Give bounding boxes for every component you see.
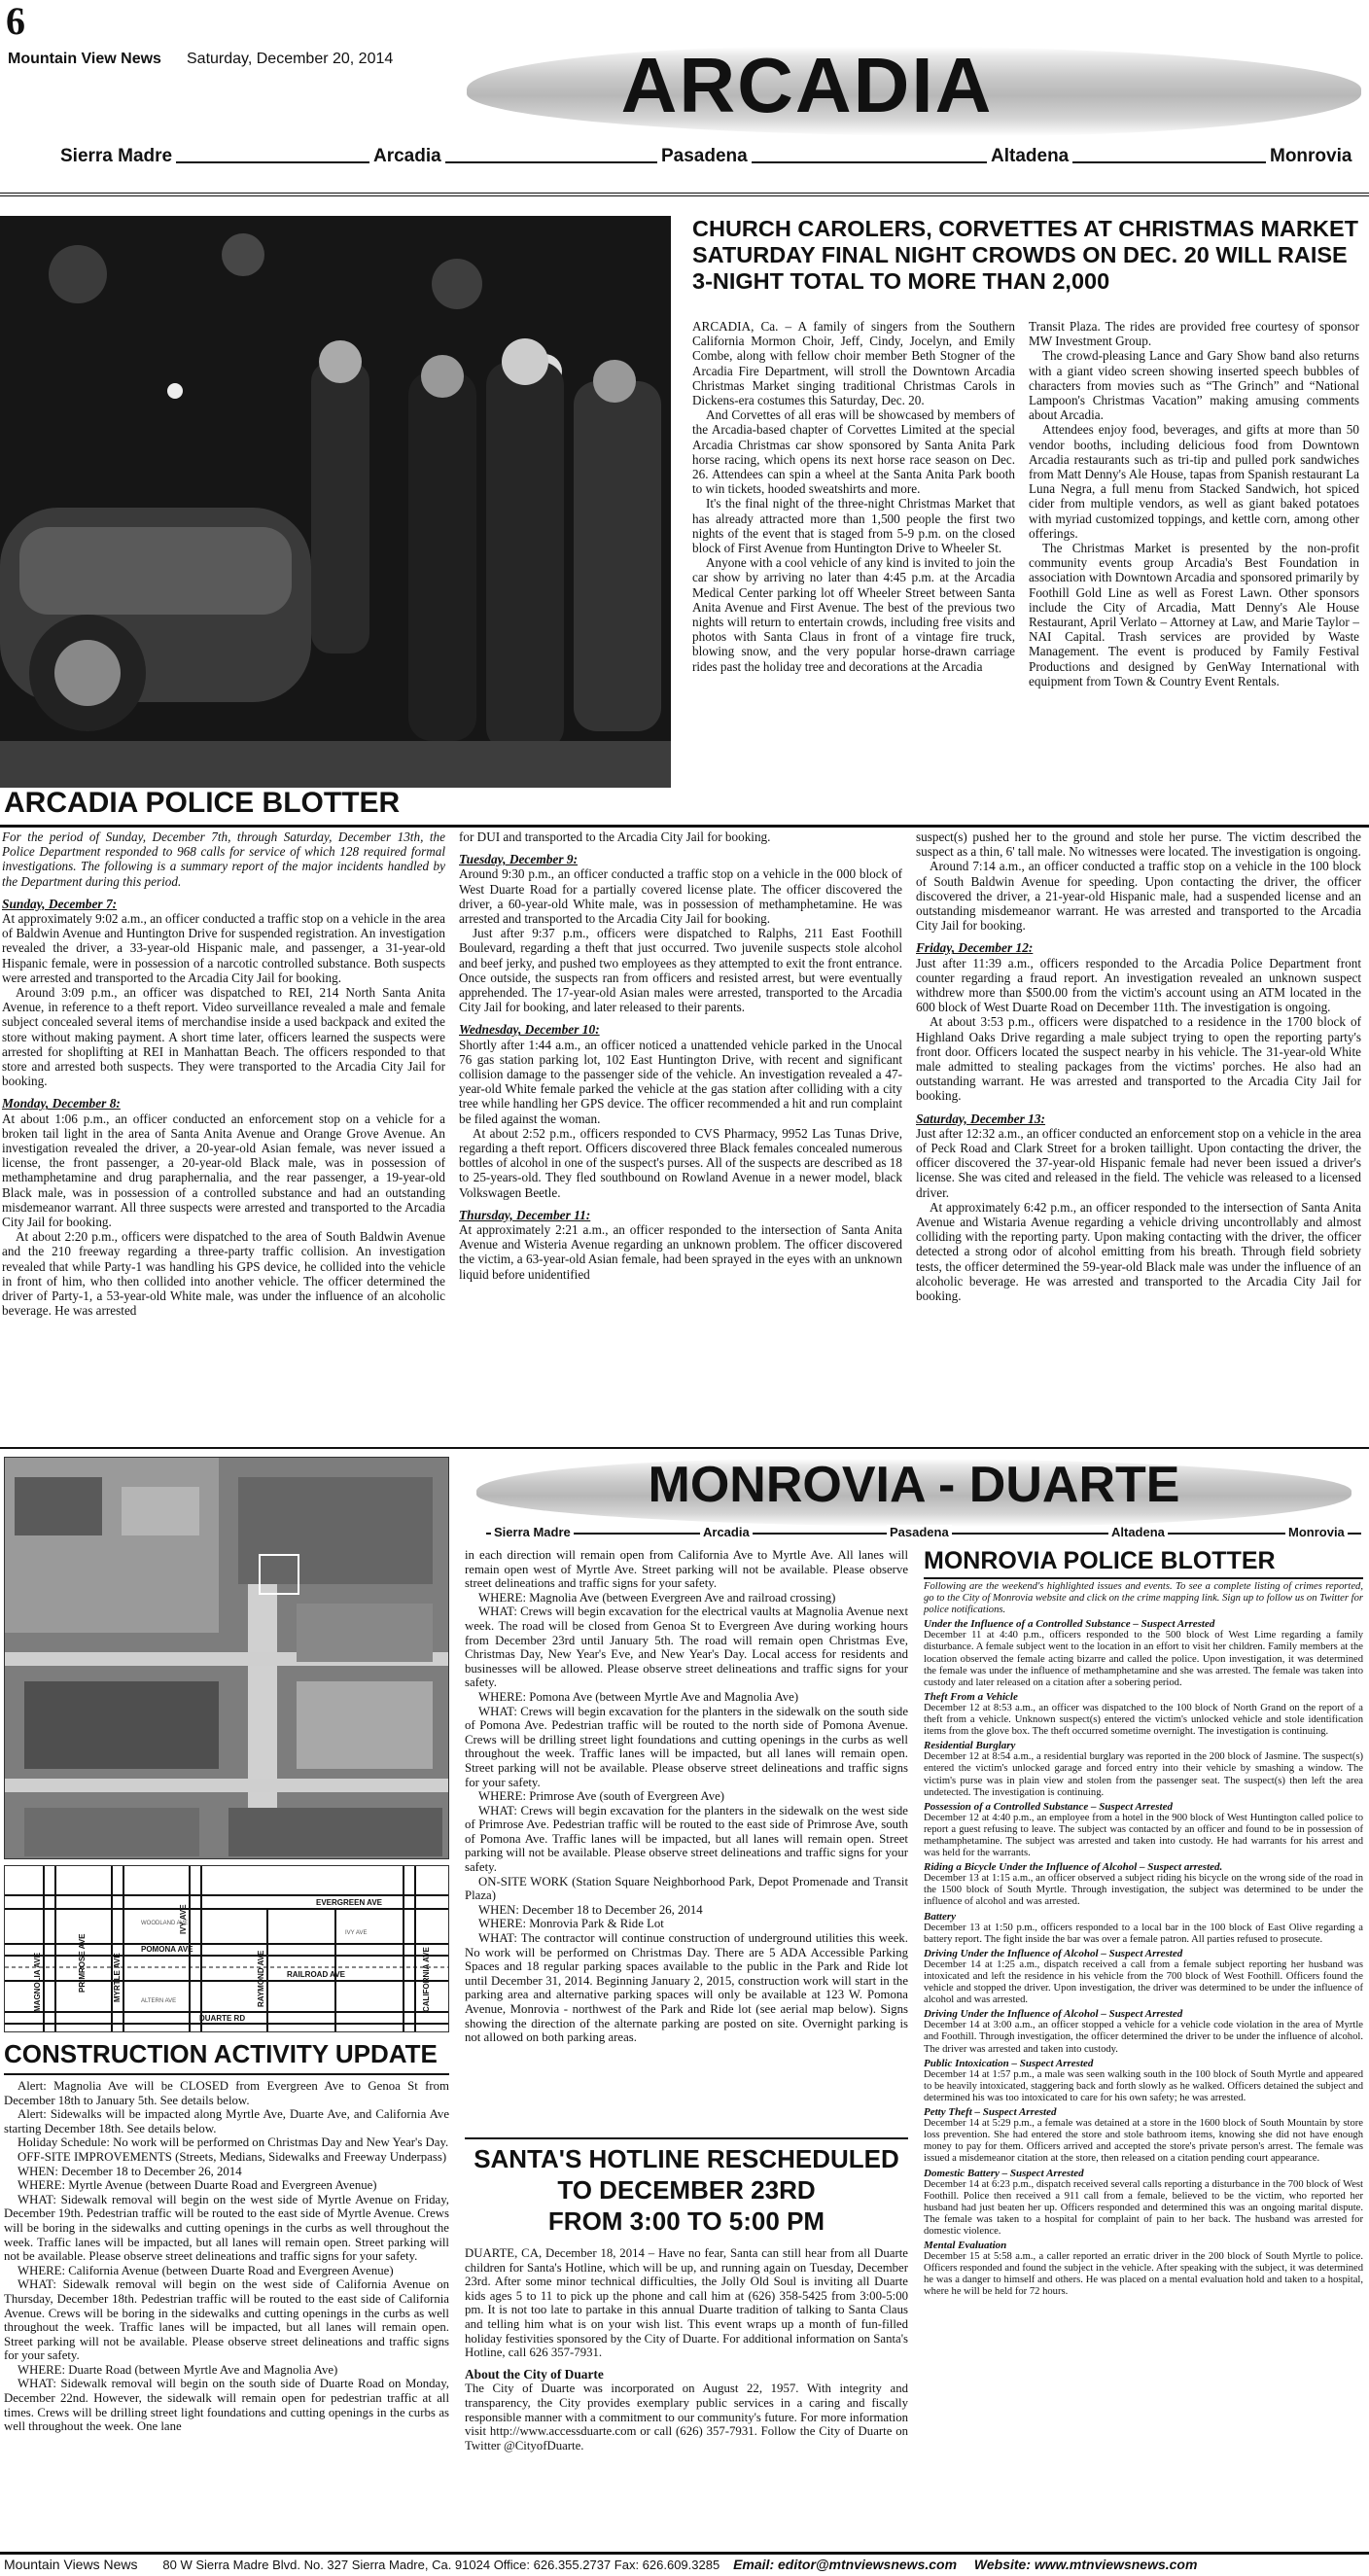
police-sunday-heading: Sunday, December 7: [2,896,118,911]
santa-text: DUARTE, CA, December 18, 2014 – Have no fear, Santa can still hear from all Duarte children for Santa's Hotline, which will be up, and running again on Tuesday, December 23rd. After some minor technical difficulties, the Jolly Old Soul is inviting all Duarte kids ages 5 to 11 to pick up the phone and call him at (626) 358-5425 from 3:00-5:00 pm. It is not too late to partake in this annual Duarte tradition of talking to Santa Claus and telling him what is on your wish list. This event wraps up a month of fun-filled holiday festivities sponsored by the City of Duarte. For additional information on Santa's Hotline, call 626 357-7931. [465,2246,908,2360]
police-c3-2: Around 7:14 a.m., an officer conducted a traffic stop on a vehicle in the 100 block of South Baldwin Avenue for speeding. Upon contacting the driver, the officer discovered the driver, a 21-year-old Hispanic male, had a suspended license and an outstanding misdemeanor warrant. He was arrested and transported to the Arcadia City Jail for booking. [916,859,1361,934]
mpd-item-6-text: December 13 at 1:50 p.m., officers responded to a local bar in the 100 block of East Olive regarding a battery report. The fight inside the bar was over a female patron. All parties refused to prosecute. [924,1922,1363,1945]
monrovia-title: MONROVIA - DUARTE [648,1457,1180,1513]
street-map-lines [5,1866,448,2031]
paper-name: Mountain View News [8,51,161,67]
footer-website[interactable]: Website: www.mtnviewsnews.com [973,2557,1198,2572]
mpd-item-6-heading: Battery [924,1910,956,1923]
mpd-rule [924,1577,1363,1579]
police-tuesday-heading: Tuesday, December 9: [459,852,579,867]
construction-c2-p3: WHAT: Crews will begin excavation for the electrical vaults at Magnolia Avenue next week. The road will be closed from Genoa St to Evergreen Ave during working hours from December 23rd until January 5th. The road will remain open Christmas Eve, Christmas Day, New Year's Eve, and New Year's Day. Local access for residents and businesses will be allowed. Please observe street delineations and traffic signs for your safety. [465,1605,908,1690]
section-title: ARCADIA [620,42,994,128]
mpd-item-11-text: December 14 at 6:23 p.m., dispatch received several calls reporting a disturbance in the 700 block of West Foothill. Police then received a 911 call from a female, believed to be the victim, who reported her husband had just beaten her up. Officers responded and determined this was an ongoing marital dispute. The female was taken to a hospital for complaint of pain to her back. The husband was arrested for domestic violence. [924,2178,1363,2237]
map-label-railroad: RAILROAD AVE [287,1970,345,1979]
carolers-p8: The Christmas Market is presented by the non-profit community events group Arcadia's Best Foundation in association with Downtown Arcadia and sponsored primarily by Foothill Gold Line as well as Forest Lawn. Other sponsors include the City of Arcadia, Matt Denny's Ale House Restaurant, April Verlato – Attorney at Law, and Marie Taylor – NAI Capital. Trash services are provided by Waste Management. The event is produced by Family Festival Productions and designed by GenWay International with equipment from Town & Country Event Rentals. [1029,541,1359,688]
construction-p6: WHERE: Myrtle Avenue (between Duarte Road and Evergreen Avenue) [18,2178,377,2193]
mpd-item-8-heading: Driving Under the Influence of Alcohol – Suspect Arrested [924,2008,1183,2021]
mpd-item-9-heading: Public Intoxication – Suspect Arrested [924,2057,1094,2069]
issue-date: Saturday, December 20, 2014 [187,51,394,67]
police-mon-1: At about 1:06 p.m., an officer conducted an enforcement stop on a vehicle for a broken tail light in the area of Santa Anita Avenue and Orange Grove Avenue. An investigation revealed the driver, a 20-year-old Asian female, was never issued a license, the front passenger, a 20-year-old Black male, was in possession of methamphetamine and drug paraphernalia, and the rear passenger, a 19-year-old Black male, was in possession of a controlled substance and had an outstanding misdemeanor warrant. All three suspects were arrested and transported to the Arcadia City Jail for booking. [2,1111,445,1230]
city-altadena: Altadena [987,146,1072,167]
map-label-ivy-2: IVY AVE [345,1930,368,1936]
police-fri-2: At about 3:53 p.m., officers were dispatched to a residence in the 1700 block of Highland Oaks Drive regarding a male subject trying to open the reporting party's front door. Officers located the suspect nearby in his vehicle. The 31-year-old White male admitted to stealing packages from the victims' porches. He also had an outstanding warrant. He was arrested and transported to the Arcadia City Jail for booking. [916,1014,1361,1104]
construction-col-2 [465,1548,908,2045]
construction-c2-p7: WHAT: Crews will begin excavation for the planters in the sidewalk on the west side of Primrose Ave. Pedestrian traffic will be routed to the east side of Primrose Ave, south of Pomona Ave. Traffic lanes will be impacted, but all lanes will remain open. Street parking will not be available. Please observe street delineations and traffic signs for your safety. [465,1803,908,1875]
mpd-item-5-heading: Riding a Bicycle Under the Influence of Alcohol – Suspect arrested. [924,1861,1223,1874]
mpd-item-1-text: December 11 at 4:40 p.m., officers responded to the 500 block of West Lime regarding a family disturbance. A female subject went to the location in an effort to visit her children. Family members at the location observed the female acting bizarre and called the police. Upon investigation, it was determined the female was under the influence of methamphetamine and she was arrested. The female was taken into custody and later released on a citation after a sobering period. [924,1630,1363,1688]
construction-p2: Alert: Sidewalks will be impacted along Myrtle Ave, Duarte Ave, and California Ave starting December 18th. See details below. [4,2107,449,2135]
construction-p7: WHAT: Sidewalk removal will begin on the west side of Myrtle Avenue on Friday, December 19th. Pedestrian traffic will be routed to the east side of Myrtle Avenue. Crews will be boring in the sidewalks and cutting openings in the curbs as well throughout the week. Traffic lanes will be impacted, but all lanes will remain open. Street parking will not be available. Please observe street delineations and traffic signs for your safety. [4,2192,449,2264]
police-rule [0,825,1369,828]
police-sun-1: At approximately 9:02 a.m., an officer conducted a traffic stop on a vehicle in the area of Baldwin Avenue and Huntington Drive for suspended registration. An investigation revealed the driver, a 33-year-old Hispanic male, and passenger, a 31-year-old Hispanic female, were in possession of a narcotic controlled substance. Both suspects were arrested and transported to the Arcadia City Jail for booking. [2,911,445,985]
construction-c2-p1: in each direction will remain open from California Ave to Myrtle Ave. All lanes will remain open west of Myrtle Ave. Street parking will not be available. Please observe street delineations and traffic signs for your safety. [465,1548,908,1591]
city-sierra-madre: Sierra Madre [56,146,176,167]
construction-c2-p2: WHERE: Magnolia Ave (between Evergreen Ave and railroad crossing) [478,1590,836,1605]
carolers-p4: Anyone with a cool vehicle of any kind is invited to join the car show by arriving no later than 4:45 p.m. at the Arcadia Medical Center parking lot off Wheeler Street between Santa Anita Avenue and First Avenue. The best of the previous two nights will return to entertain crowds, including free visits and photos with Santa Claus in front of a vintage fire truck, blowing snow, and the very popular horse-drawn carriage rides past the holiday tree and decorations at the Arcadia [692,555,1015,674]
footer-paper: Mountain Views News [4,2557,138,2572]
mpd-item-4-text: December 12 at 4:40 p.m., an employee from a hotel in the 900 block of West Huntington called police to report a guest refusing to leave. The subject was contacted by an officer and found to be in possession of methamphetamine. The subject was arrested and taken into custody. He had warrants for his arrest and was held for the warrants. [924,1812,1363,1859]
construction-p5: WHEN: December 18 to December 26, 2014 [18,2164,242,2178]
monrovia-city-altadena: Altadena [1108,1525,1168,1539]
construction-p8: WHERE: California Avenue (between Duarte Road and Evergreen Avenue) [18,2263,394,2277]
map-label-duarte: DUARTE RD [199,2014,246,2023]
santa-headline-3: FROM 3:00 TO 5:00 PM [547,2206,825,2236]
map-label-magnolia: MAGNOLIA AVE [33,1952,42,2012]
police-col-1 [2,829,445,1319]
construction-c2-p11: WHAT: The contractor will continue construction of underground utilities this week. No work will be performed on Christmas Day. There are 5 ADA Accessible Parking Spaces and 18 regular parking spaces available to the public in the Park and Ride lot until December 31, 2014. Beginning January 2, 2015, construction work will start in the parking area and alternative parking spaces will only be available at 123 W. Pomona Avenue, Monrovia - northwest of the Park and Ride lot (see aerial map below). Signs showing the direction of the alternate parking are posted on site. Overnight parking is not allowed on both parking areas. [465,1931,908,2045]
police-fri-1: Just after 11:39 a.m., officers responded to the Arcadia Police Department front counter regarding a fraud report. An investigation revealed an unknown suspect withdrew more than $500.00 from the victim's account using an ATM located in the 600 block of West Duarte Road on December 11th. The investigation is ongoing. [916,955,1361,1015]
construction-c2-p10: WHERE: Monrovia Park & Ride Lot [478,1917,664,1931]
santa-headline-2: TO DECEMBER 23RD [557,2175,816,2205]
footer [4,2557,1365,2574]
carolers-p2: And Corvettes of all eras will be showcased by members of the Arcadia-based chapter of Corvettes Limited at the special Arcadia Christmas car show sponsored by Santa Anita Park horse racing, which opens its next horse race season on Dec. 26. Attendees can spin a wheel at the Santa Anita Park booth to win tickets, hooded sweatshirts and more. [692,407,1015,497]
carolers-col-1 [692,319,1015,674]
police-headline: ARCADIA POLICE BLOTTER [4,787,401,819]
police-tue-2: Just after 9:37 p.m., officers were dispatched to Ralphs, 211 East Foothill Boulevard, regarding a theft that just occurred. Two juvenile suspects stole alcohol and beef jerky, and pushed two employees as they attempted to exit the front entrance. Once outside, the suspects ran from officers and resisted arrest, but were eventually apprehended. The 17-year-old Asian males were arrested, transported to the Arcadia City Jail for booking, and later released to their parents. [459,926,902,1015]
police-wednesday-heading: Wednesday, December 10: [459,1022,600,1038]
police-tue-1: Around 9:30 p.m., an officer conducted a traffic stop on a vehicle in the 000 block of West Duarte Road for a partially covered license plate. The officer discovered the driver, a 60-year-old White male, was in possession of methamphetamine. He was arrested and transported to the Arcadia City Jail for booking. [459,866,902,927]
mpd-intro: Following are the weekend's highlighted issues and events. To see a complete listing of crimes reported, go to the City of Monrovia website and click on the crime mapping link. Sign up to follow us on Twitter for police notifications. [924,1581,1363,1616]
monrovia-cities [0,1525,1369,1542]
police-saturday-heading: Saturday, December 13: [916,1111,1046,1126]
photo-scene [0,216,671,788]
construction-c2-p9: WHEN: December 18 to December 26, 2014 [478,1902,703,1917]
mpd-headline: MONROVIA POLICE BLOTTER [924,1547,1276,1574]
map-label-raymond: RAYMOND AVE [257,1950,265,2007]
police-wed-1: Shortly after 1:44 a.m., an officer noticed a unattended vehicle parked in the Unocal 76 gas station parking lot, 102 East Huntington Drive, with recent and significant collision damage to the passenger side of the vehicle. An investigation revealed a 47-year-old White female parked the vehicle at the gas station after colliding with a city tree while handling her GPS device. The officer recommended a hit and run complaint be filed against the woman. [459,1037,902,1126]
police-intro: For the period of Sunday, December 7th, through Saturday, December 13th, the Police Department responded to 968 calls for service of which 128 required formal investigations. The following is a summary report of the major incidents handled by the Department during this period. [2,829,445,889]
santa-about-heading: About the City of Duarte [465,2366,604,2382]
santa-headline-1: SANTA'S HOTLINE RESCHEDULED [474,2144,899,2173]
map-label-woodland: WOODLAND AVE [141,1921,189,1926]
carolers-p6: The crowd-pleasing Lance and Gary Show band also returns with a giant video screen showing inserted speech bubbles of characters from movies such as “The Grinch” and “National Lampoon's Christmas Vacation” making amusing comments about Arcadia. [1029,348,1359,423]
footer-rule [0,2552,1369,2555]
mpd-item-12-heading: Mental Evaluation [924,2240,1007,2252]
santa-about-text: The City of Duarte was incorporated on August 22, 1957. With integrity and transparency, the City provides exemplary public services in a caring and fiscally responsible manner with a commitment to our community's future. For more information visit http://www.accessduarte.com or call (626) 357-7931. Follow the City of Duarte on Twitter @CityofDuarte. [465,2382,908,2452]
masthead-cities [0,146,1369,171]
map-label-primrose: PRIMROSE AVE [78,1933,87,1993]
santa-body [465,2246,908,2452]
mpd-item-7-heading: Driving Under the Influence of Alcohol – Suspect Arrested [924,1947,1183,1959]
santa-top-rule [465,2137,908,2139]
map-label-ivy: IVY AVE [179,1904,188,1934]
police-thu-1: At approximately 2:21 a.m., an officer responded to the intersection of Santa Anita Avenue and Wisteria Avenue regarding an unknown problem. The officer discovered the victim, a 63-year-old Asian female, had been sprayed in the eyes with an unknown liquid before unidentified [459,1222,902,1282]
police-sat-1: Just after 12:32 a.m., an officer conducted an enforcement stop on a vehicle in the area of Peck Road and Clark Street for a broken taillight. Upon contacting the driver, the officer discovered the 37-year-old Hispanic female had never been issued a driver's license. She was cited and released in the field. The vehicle was released to a licensed driver. [916,1125,1361,1200]
monrovia-city-monrovia: Monrovia [1285,1525,1348,1539]
santa-headline [465,2143,908,2237]
carolers-p1: ARCADIA, Ca. – A family of singers from the Southern California Mormon Choir, Jeff, Cindy, Jocelyn, and Emily Combe, along with fellow choir member Beth Stogner of the Arcadia Fire Department, will stroll the Downtown Arcadia Christmas Market singing traditional Christmas Carols in Dickens-era costumes this Saturday, Dec. 20. [692,319,1015,408]
map-label-evergreen: EVERGREEN AVE [316,1898,383,1907]
mpd-item-8-text: December 14 at 3:00 a.m., an officer stopped a vehicle for a vehicle code violation in the area of Myrtle and Foothill. Through investigation, the officer determined the driver to be under the influence of alcohol. The driver was arrested and taken into custody. [924,2020,1363,2055]
monrovia-city-pasadena: Pasadena [887,1525,952,1539]
aerial-scene [5,1458,448,1858]
construction-c2-p5: WHAT: Crews will begin excavation for the planters in the sidewalk on the south side of Pomona Ave. Pedestrian traffic will be routed to the north side of Pomona Avenue. Crews will be drilling street light foundations and cutting openings in the curbs as well throughout the week. Traffic lanes will be impacted, but all lanes will remain open. Street parking will not be available. Please observe street delineations and traffic signs for your safety. [465,1704,908,1789]
mpd-item-10-heading: Petty Theft – Suspect Arrested [924,2106,1057,2119]
mpd-item-10-text: December 14 at 5:29 p.m., a female was detained at a store in the 1600 block of South Mountain by store loss prevention. She had entered the store and stole bathroom items, knowing she did not have enough money to pay for them. Officers arrived and accepted the store's private person's arrest. The female was issued a misdemeanor citation at the store, then released on a citation pending court appearance. [924,2118,1363,2165]
carolers-col-2 [1029,319,1359,688]
police-c3-top: suspect(s) pushed her to the ground and stole her purse. The victim described the suspect as a thin, 6' tall male. No witnesses were located. The investigation is ongoing. [916,829,1361,860]
street-map [4,1865,449,2032]
footer-email[interactable]: Email: editor@mtnviewsnews.com [733,2557,958,2572]
footer-address: 80 W Sierra Madre Blvd. No. 327 Sierra Madre, Ca. 91024 Office: 626.355.2737 Fax: 626.609.3285 [162,2558,720,2572]
mpd-item-11-heading: Domestic Battery – Suspect Arrested [924,2167,1084,2179]
construction-p10: WHERE: Duarte Road (between Myrtle Ave and Magnolia Ave) [18,2362,338,2377]
carolers-p3: It's the final night of the three-night Christmas Market that has already attracted more than 1,500 people the first two nights of the event that is staged from 5-9 p.m. on the closed block of First Avenue from Huntington Drive to Wheeler St. [692,496,1015,556]
construction-p1: Alert: Magnolia Ave will be CLOSED from Evergreen Ave to Genoa St from December 18th to January 5th. See details below. [4,2079,449,2107]
carolers-p5: Transit Plaza. The rides are provided free courtesy of sponsor MW Investment Group. [1029,319,1359,349]
construction-p4: OFF-SITE IMPROVEMENTS (Streets, Medians, Sidewalks and Freeway Underpass) [18,2149,447,2164]
police-c2-top: for DUI and transported to the Arcadia City Jail for booking. [459,829,771,844]
map-label-altern: ALTERN AVE [141,1998,177,2004]
mpd-item-2-heading: Theft From a Vehicle [924,1690,1018,1703]
police-friday-heading: Friday, December 12: [916,940,1034,956]
mpd-item-1-heading: Under the Influence of a Controlled Substance – Suspect Arrested [924,1618,1215,1631]
construction-p11: WHAT: Sidewalk removal will begin on the south side of Duarte Road on Monday, December 22nd. However, the sidewalk will remain open for pedestrian traffic at all times. Crews will be drilling street light foundations and cutting openings in the curbs as well throughout the week. One lane [4,2377,449,2434]
city-arcadia: Arcadia [369,146,445,167]
construction-headline: CONSTRUCTION ACTIVITY UPDATE [4,2039,438,2068]
city-pasadena: Pasadena [657,146,752,167]
mpd-item-9-text: December 14 at 1:57 p.m., a male was seen walking south in the 100 block of South Myrtle and appeared to be heavily intoxicated, staggering back and forth slowly as he walked. Officers detained the subject and determined his was too intoxicated to care for his own safety; he was arrested. [924,2068,1363,2103]
police-sat-2: At approximately 6:42 p.m., an officer responded to the intersection of Santa Anita Avenue and Wistaria Avenue regarding a vehicle driving uncontrollably and almost colliding with the reporting party. Upon making contacting with the driver, the officer detected a strong odor of alcohol emitting from his breath. Through field sobriety tests, the officer determined the 59-year-old Black male was under the influence of an alcoholic beverage. He was arrested and transported to the Arcadia City Jail for booking. [916,1199,1361,1304]
police-mon-2: At about 2:20 p.m., officers were dispatched to the area of South Baldwin Avenue and the 210 freeway regarding a three-party traffic collision. An investigation revealed that while Party-1 was handling his GPS device, he collided into the vehicle in front of him, who then collided into another vehicle. The officer determined the driver of Party-1, a 53-year-old White male, was under the influence of an alcoholic beverage. He was arrested [2,1229,445,1319]
mpd-item-12-text: December 15 at 5:58 a.m., a caller reported an erratic driver in the 200 block of South Myrtle to police. Officers responded and found the subject in the vehicle. After speaking with the subject, it was determined he was a danger to himself and others. He was placed on a mental evaluation hold and taken to a hospital, where he will be held for 72 hours. [924,2251,1363,2298]
police-thursday-heading: Thursday, December 11: [459,1207,591,1222]
police-col-3 [916,829,1361,1303]
map-label-california: CALIFORNIA AVE [422,1947,431,2012]
map-label-pomona: POMONA AVE [141,1945,193,1954]
page-number: 6 [6,0,25,43]
aerial-photo [4,1457,449,1859]
construction-p3: Holiday Schedule: No work will be performed on Christmas Day and New Year's Day. [18,2135,449,2150]
police-wed-2: At about 2:52 p.m., officers responded to CVS Pharmacy, 9952 Las Tunas Drive, regarding a theft report. Officers discovered three Black females concealed numerous bottles of alcohol in one of the suspect's purses. All of the suspects are described as 18 to 25-years-old. They fled southbound on Rowland Avenue in a newer model, black Volkswagen Beetle. [459,1125,902,1200]
police-col-2 [459,829,902,1282]
masthead-rule [0,193,1369,196]
carolers-p7: Attendees enjoy food, beverages, and gifts at more than 50 vendor booths, including delicious food from Downtown Arcadia restaurants such as tri-tip and pulled pork sandwiches from Matt Denny's Ale House, tapas from Spanish restaurant La Luna Negra, a full menu from Stacked Sandwich, hot spiced cider from multiple vendors, as well as giant baked potatoes with myriad customized toppings, and kettle corn, among other offerings. [1029,422,1359,541]
police-bottom-rule [0,1447,1369,1449]
mpd-item-3-text: December 12 at 8:54 a.m., a residential burglary was reported in the 200 block of Jasmine. The suspect(s) entered the victim's unlocked garage and forced entry into their vehicle by smashing a window. The victim's purse was in plain view and stolen from the passenger seat. The suspect(s) then left the area undetected. The investigation is continuing. [924,1751,1363,1798]
construction-c2-p8: ON-SITE WORK (Station Square Neighborhood Park, Depot Promenade and Transit Plaza) [465,1874,908,1903]
police-sun-2: Around 3:09 p.m., an officer was dispatched to REI, 214 North Santa Anita Avenue, in reference to a theft report. Video surveillance revealed a male and female subject concealed several items of merchandise inside a used backpack and exited the store without making payment. A short time later, officers learned the suspects were arrested for shoplifting at REI in Manhattan Beach. The officers responded to that store and arrested both suspects. They were transported to the Arcadia City Jail for booking. [2,985,445,1089]
mpd-item-5-text: December 13 at 1:15 a.m., an officer observed a subject riding his bicycle on the wrong side of the road in the 1500 block of South Myrtle. Through investigation, the subject was determined to be under the influence of alcohol and was arrested. [924,1873,1363,1908]
mpd-item-4-heading: Possession of a Controlled Substance – Suspect Arrested [924,1800,1173,1813]
map-label-myrtle: MYRTLE AVE [113,1953,122,2002]
city-monrovia: Monrovia [1266,146,1355,167]
mpd-body [924,1581,1363,2299]
construction-c2-p6: WHERE: Primrose Ave (south of Evergreen Ave) [478,1789,725,1804]
police-monday-heading: Monday, December 8: [2,1096,121,1112]
monrovia-city-sierra-madre: Sierra Madre [491,1525,574,1539]
construction-rule [4,2073,449,2075]
carolers-headline: CHURCH CAROLERS, CORVETTES AT CHRISTMAS MARKET SATURDAY FINAL NIGHT CROWDS ON DEC. 20 WILL RAISE 3-NIGHT TOTAL TO MORE THAN 2,000 [692,216,1358,294]
mpd-item-2-text: December 12 at 8:53 a.m., an officer was dispatched to the 100 block of North Grand on the report of a theft from a vehicle. Unknown suspect(s) entered the victim's unlocked vehicle and stole identification items from the glove box. The theft occurred sometime overnight. The investigation is continuing. [924,1702,1363,1738]
mpd-item-3-heading: Residential Burglary [924,1740,1016,1752]
mpd-item-7-text: December 14 at 1:25 a.m., dispatch received a call from a female subject reporting her husband was intoxicated and left the residence in his vehicle from the 700 block of West Foothill. Officers found the vehicle and stopped the driver. Upon investigation, the driver was determined to be under the influence of alcohol and was arrested. [924,1958,1363,2006]
construction-c2-p4: WHERE: Pomona Ave (between Myrtle Ave and Magnolia Ave) [478,1689,799,1704]
monrovia-city-arcadia: Arcadia [700,1525,753,1539]
construction-col-1 [4,2079,449,2434]
christmas-market-photo [0,216,671,788]
construction-p9: WHAT: Sidewalk removal will begin on the west side of California Avenue on Thursday, December 18th. Pedestrian traffic will be routed to the east side of California Avenue. Crews will be boring in the sidewalks and cutting openings in the curbs as well throughout the week. Traffic lanes will be impacted, but all lanes will remain open. Street parking will not be available. Please observe street delineations and traffic signs for your safety. [4,2277,449,2363]
